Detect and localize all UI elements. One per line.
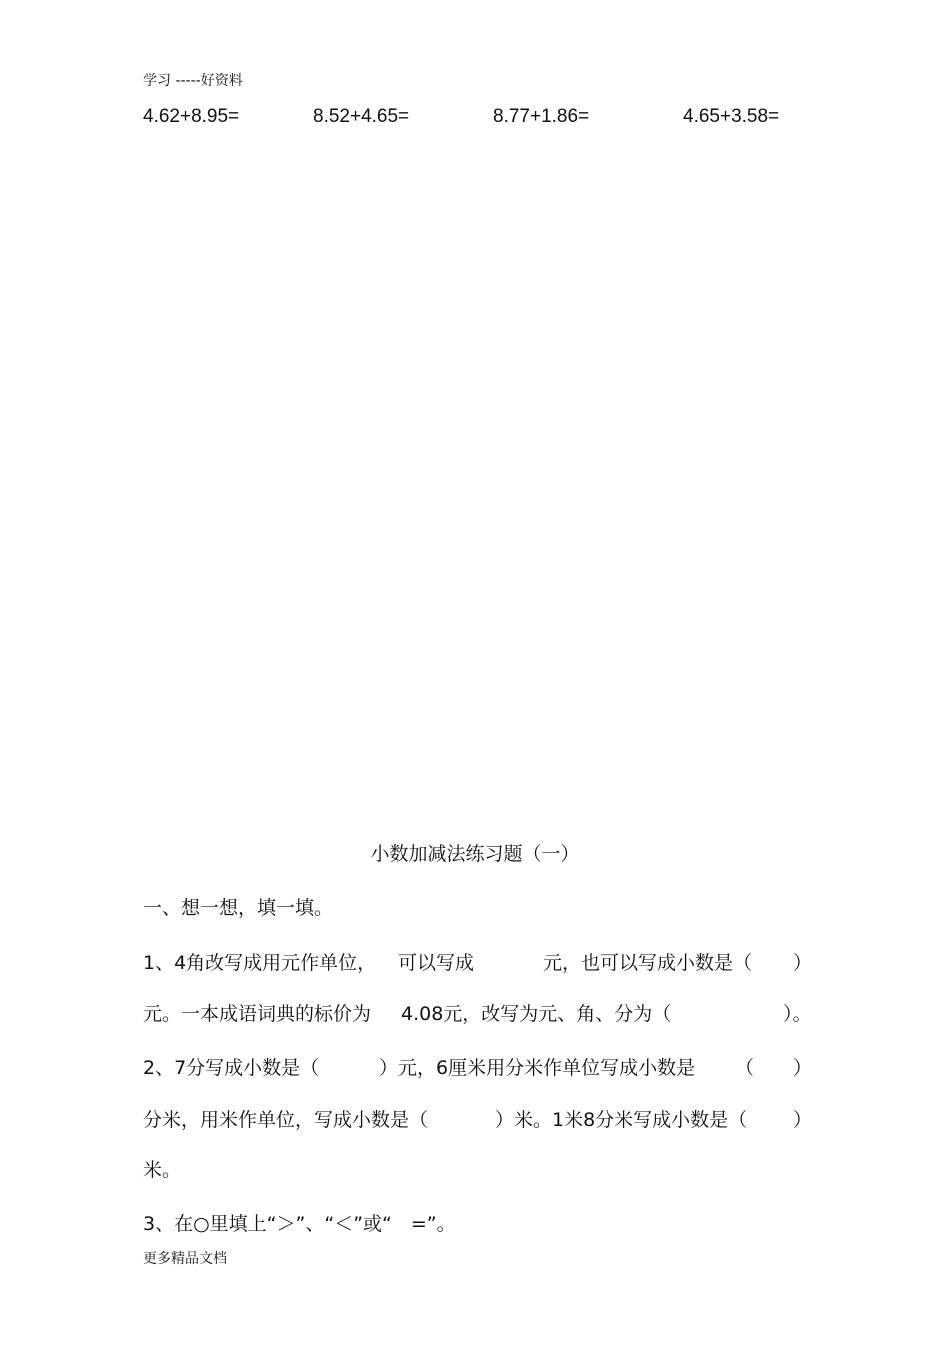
q1-l1-part-b: 可以写成 [398,952,475,974]
q1-l1-part-a: 1、4角改写成用元作单位， [143,952,377,974]
q2-l1-part-a: 2、7分写成小数是（ [143,1057,320,1079]
equation-4: 4.65+3.58= [683,106,780,127]
q1-l2-part-c: ）。 [783,1003,812,1025]
q2-l2-part-b: ）米。1米8分米写成小数是（ [495,1109,748,1131]
question-2-line-3: 米。 [143,1159,182,1181]
equation-2: 8.52+4.65= [313,106,410,127]
q1-l1-part-c: 元，也可以写成小数是（ [543,952,753,974]
q2-l1-part-c: （ [735,1057,755,1079]
q2-l1-part-b: ）元，6厘米用分米作单位写成小数是 [379,1057,696,1079]
page-footer: 更多精品文档 [143,1251,227,1267]
q1-l1-part-d: ） [793,952,813,974]
question-3: 3、在○里填上“＞”、“＜”或“ =”。 [143,1213,456,1235]
q2-l1-part-d: ） [793,1057,813,1079]
q2-l2-part-c: ） [793,1109,813,1131]
page-title: 小数加减法练习题（一） [370,843,580,865]
q1-l2-part-b: 4.08元，改写为元、角、分为（ [401,1003,672,1025]
section-heading: 一、想一想，填一填。 [143,897,334,919]
page-header: 学习 -----好资料 [143,73,243,89]
q1-l2-part-a: 元。一本成语词典的标价为 [143,1003,372,1025]
q2-l2-part-a: 分米，用米作单位，写成小数是（ [143,1109,429,1131]
equation-3: 8.77+1.86= [493,106,590,127]
equation-1: 4.62+8.95= [143,106,240,127]
